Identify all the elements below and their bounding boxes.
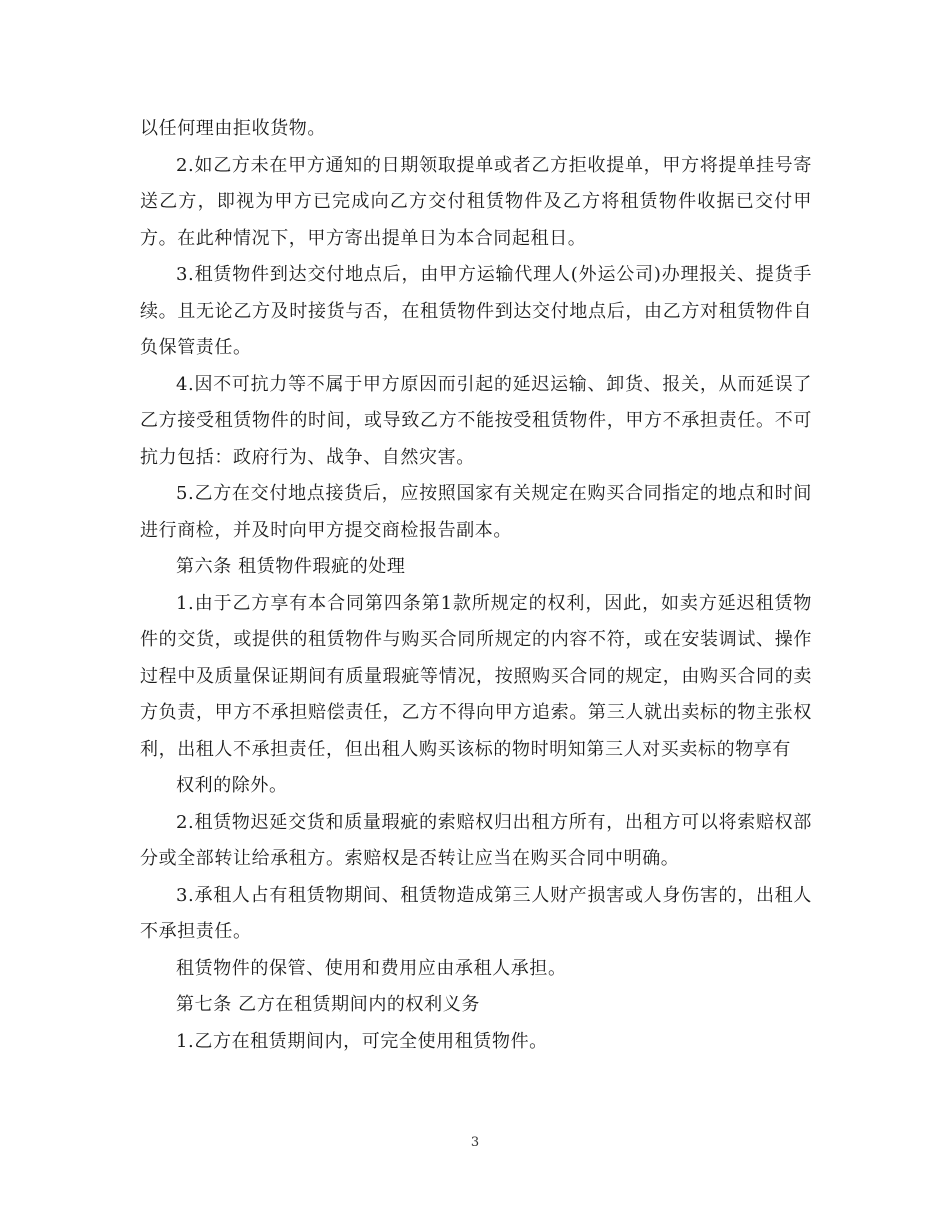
paragraph-article6-item-3: 3.承租人占有租赁物期间、租赁物造成第三人财产损害或人身伤害的，出租人不承担责任。 [140,884,812,942]
paragraph-item-4: 4.因不可抗力等不属于甲方原因而引起的延迟运输、卸货、报关，从而延误了乙方接受租赁物件的时间，或导致乙方不能按受租赁物件，甲方不承担责任。不可抗力包括：政府行为、战争、自然灾害。 [140,373,812,468]
paragraph-article6-item-1-tail: 权利的除外。 [176,775,288,796]
paragraph-item-5: 5.乙方在交付地点接货后，应按照国家有关规定在购买合同指定的地点和时间进行商检，并及时向甲方提交商检报告副本。 [140,483,812,541]
paragraph-continuation: 以任何理由拒收货物。 [140,118,326,139]
paragraph-item-3: 3.租赁物件到达交付地点后，由甲方运输代理人(外运公司)办理报关、提货手续。且无论乙方及时接货与否，在租赁物件到达交付地点后，由乙方对租赁物件自负保管责任。 [140,264,812,358]
paragraph-custody: 租赁物件的保管、使用和费用应由承租人承担。 [176,957,567,979]
paragraph-article6-item-1: 1.由于乙方享有本合同第四条第1款所规定的权利，因此，如卖方延迟租赁物件的交货，或提供的租赁物件与购买合同所规定的内容不符，或在安装调试、操作过程中及质量保证期间有质量瑕疵等情况，按照购买合同的规定，由购买合同的卖方负责，甲方不承担赔偿责任，乙方不得向甲方追索。第三人就出卖标的物主张权利，出租人不承担责任，但出租人购买该标的物时明知第三人对买卖标的物享有 [140,592,812,760]
document-body [140,111,812,1060]
paragraph-article7-item-1: 1.乙方在租赁期间内，可完全使用租赁物件。 [176,1030,548,1052]
page-number: 3 [470,1135,480,1150]
paragraph-item-2: 2.如乙方未在甲方通知的日期领取提单或者乙方拒收提单，甲方将提单挂号寄送乙方，即视为甲方已完成向乙方交付租赁物件及乙方将租赁物件收据已交付甲方。在此种情况下，甲方寄出提单日为本合同起租日。 [140,154,812,249]
paragraph-article6-item-2: 2.租赁物迟延交货和质量瑕疵的索赔权归出租方所有，出租方可以将索赔权部分或全部转让给承租方。索赔权是否转让应当在购买合同中明确。 [140,811,812,869]
article-heading-7: 第七条 乙方在租赁期间内的权利义务 [176,994,480,1015]
article-heading-6: 第六条 租赁物件瑕疵的处理 [176,556,406,577]
